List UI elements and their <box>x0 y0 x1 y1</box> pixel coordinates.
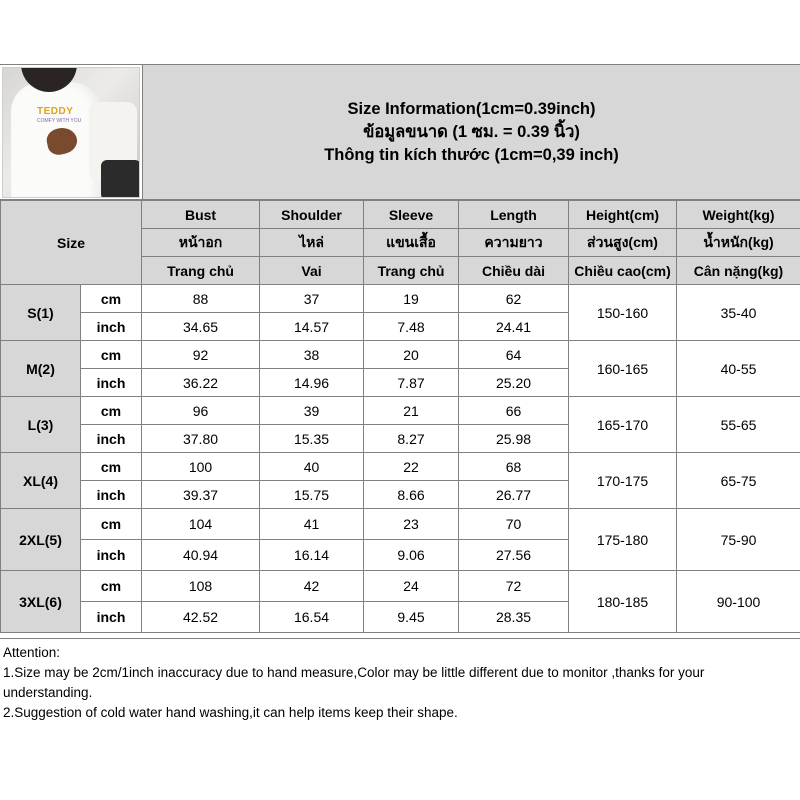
bust-inch-cell: 40.94 <box>142 540 260 571</box>
shoulder-cm-cell: 42 <box>260 571 364 602</box>
length-cm-cell: 62 <box>459 285 569 313</box>
notes-line-1: 1.Size may be 2cm/1inch inaccuracy due to hand measure,Color may be little different due to monitor ,thanks for your understanding. <box>3 665 705 700</box>
height-range-cell: 175-180 <box>569 509 677 571</box>
bust-inch-cell: 39.37 <box>142 481 260 509</box>
bust-inch-cell: 36.22 <box>142 369 260 397</box>
bust-cm-cell: 104 <box>142 509 260 540</box>
notes-title: Attention: <box>3 645 61 660</box>
col-sleeve-en: Sleeve <box>364 201 459 229</box>
bust-inch-cell: 37.80 <box>142 425 260 453</box>
shoulder-cm-cell: 39 <box>260 397 364 425</box>
unit-cm-label: cm <box>81 285 142 313</box>
col-height-en: Height(cm) <box>569 201 677 229</box>
sleeve-cm-cell: 22 <box>364 453 459 481</box>
title-english: Size Information(1cm=0.39inch) <box>347 99 596 118</box>
table-row <box>1 571 800 602</box>
bust-inch-cell: 42.52 <box>142 602 260 633</box>
size-chart-table <box>0 200 800 633</box>
length-cm-cell: 64 <box>459 341 569 369</box>
weight-range-cell: 75-90 <box>677 509 800 571</box>
banner-title-block <box>142 65 800 199</box>
height-range-cell: 160-165 <box>569 341 677 397</box>
col-height-vi: Chiều cao(cm) <box>569 257 677 285</box>
title-thai: ข้อมูลขนาด (1 ซม. = 0.39 นิ้ว) <box>363 122 580 141</box>
length-inch-cell: 27.56 <box>459 540 569 571</box>
bust-inch-cell: 34.65 <box>142 313 260 341</box>
length-cm-cell: 70 <box>459 509 569 540</box>
attention-notes <box>0 638 800 800</box>
length-cm-cell: 66 <box>459 397 569 425</box>
length-cm-cell: 72 <box>459 571 569 602</box>
sleeve-inch-cell: 9.45 <box>364 602 459 633</box>
shoulder-cm-cell: 41 <box>260 509 364 540</box>
col-length-en: Length <box>459 201 569 229</box>
sleeve-cm-cell: 21 <box>364 397 459 425</box>
size-column-caption: Size <box>1 201 142 285</box>
col-sleeve-th: แขนเสื้อ <box>364 229 459 257</box>
shirt-print-subtext: COMFY WITH YOU <box>37 118 82 124</box>
bust-cm-cell: 108 <box>142 571 260 602</box>
weight-range-cell: 40-55 <box>677 341 800 397</box>
length-inch-cell: 28.35 <box>459 602 569 633</box>
col-bust-en: Bust <box>142 201 260 229</box>
length-inch-cell: 25.98 <box>459 425 569 453</box>
length-inch-cell: 25.20 <box>459 369 569 397</box>
bust-cm-cell: 92 <box>142 341 260 369</box>
shoulder-cm-cell: 37 <box>260 285 364 313</box>
col-shoulder-th: ไหล่ <box>260 229 364 257</box>
shoulder-inch-cell: 15.75 <box>260 481 364 509</box>
col-length-vi: Chiều dài <box>459 257 569 285</box>
unit-inch-label: inch <box>81 602 142 633</box>
table-row <box>1 397 800 425</box>
col-bust-vi: Trang chủ <box>142 257 260 285</box>
unit-cm-label: cm <box>81 341 142 369</box>
length-cm-cell: 68 <box>459 453 569 481</box>
col-weight-th: น้ำหนัก(kg) <box>677 229 800 257</box>
shoulder-cm-cell: 40 <box>260 453 364 481</box>
sleeve-inch-cell: 8.27 <box>364 425 459 453</box>
height-range-cell: 165-170 <box>569 397 677 453</box>
table-row <box>1 453 800 481</box>
unit-inch-label: inch <box>81 540 142 571</box>
unit-inch-label: inch <box>81 369 142 397</box>
col-weight-vi: Cân nặng(kg) <box>677 257 800 285</box>
bust-cm-cell: 88 <box>142 285 260 313</box>
size-label: M(2) <box>1 341 81 397</box>
table-row <box>1 509 800 540</box>
sleeve-inch-cell: 9.06 <box>364 540 459 571</box>
product-photo <box>2 67 140 198</box>
sleeve-cm-cell: 20 <box>364 341 459 369</box>
sleeve-cm-cell: 24 <box>364 571 459 602</box>
size-label: 3XL(6) <box>1 571 81 633</box>
col-height-th: ส่วนสูง(cm) <box>569 229 677 257</box>
sleeve-cm-cell: 23 <box>364 509 459 540</box>
shirt-print-text: TEDDY <box>37 106 74 117</box>
unit-cm-label: cm <box>81 397 142 425</box>
weight-range-cell: 55-65 <box>677 397 800 453</box>
weight-range-cell: 65-75 <box>677 453 800 509</box>
unit-cm-label: cm <box>81 453 142 481</box>
bust-cm-cell: 96 <box>142 397 260 425</box>
table-row <box>1 285 800 313</box>
sleeve-inch-cell: 8.66 <box>364 481 459 509</box>
unit-cm-label: cm <box>81 509 142 540</box>
size-info-banner <box>0 64 800 200</box>
size-label: 2XL(5) <box>1 509 81 571</box>
shoulder-cm-cell: 38 <box>260 341 364 369</box>
length-inch-cell: 26.77 <box>459 481 569 509</box>
height-range-cell: 180-185 <box>569 571 677 633</box>
size-label: XL(4) <box>1 453 81 509</box>
shoulder-inch-cell: 14.57 <box>260 313 364 341</box>
shoulder-inch-cell: 16.14 <box>260 540 364 571</box>
weight-range-cell: 35-40 <box>677 285 800 341</box>
height-range-cell: 150-160 <box>569 285 677 341</box>
shoulder-inch-cell: 15.35 <box>260 425 364 453</box>
dark-garment-shape <box>101 160 140 198</box>
unit-inch-label: inch <box>81 481 142 509</box>
shoulder-inch-cell: 14.96 <box>260 369 364 397</box>
table-row <box>1 341 800 369</box>
col-shoulder-en: Shoulder <box>260 201 364 229</box>
col-shoulder-vi: Vai <box>260 257 364 285</box>
weight-range-cell: 90-100 <box>677 571 800 633</box>
unit-inch-label: inch <box>81 425 142 453</box>
header-row-english <box>1 201 800 229</box>
col-length-th: ความยาว <box>459 229 569 257</box>
col-weight-en: Weight(kg) <box>677 201 800 229</box>
bust-cm-cell: 100 <box>142 453 260 481</box>
height-range-cell: 170-175 <box>569 453 677 509</box>
col-sleeve-vi: Trang chủ <box>364 257 459 285</box>
sleeve-cm-cell: 19 <box>364 285 459 313</box>
sleeve-inch-cell: 7.48 <box>364 313 459 341</box>
title-vietnamese: Thông tin kích thước (1cm=0,39 inch) <box>324 145 619 164</box>
col-bust-th: หน้าอก <box>142 229 260 257</box>
notes-line-2: 2.Suggestion of cold water hand washing,it can help items keep their shape. <box>3 705 458 720</box>
unit-cm-label: cm <box>81 571 142 602</box>
sleeve-inch-cell: 7.87 <box>364 369 459 397</box>
shoulder-inch-cell: 16.54 <box>260 602 364 633</box>
size-label: S(1) <box>1 285 81 341</box>
unit-inch-label: inch <box>81 313 142 341</box>
size-label: L(3) <box>1 397 81 453</box>
length-inch-cell: 24.41 <box>459 313 569 341</box>
